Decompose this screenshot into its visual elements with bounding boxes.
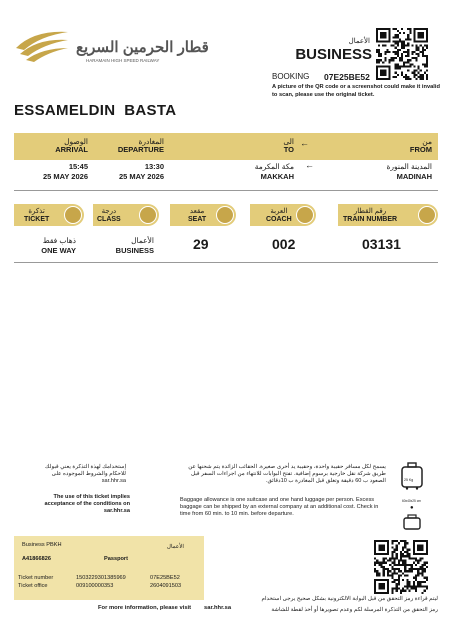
suitcase-icon: [400, 462, 424, 490]
from-city-ar: المدينة المنورة: [386, 162, 432, 171]
hand-luggage-icon: [402, 514, 422, 530]
ticket-type-ar: ذهاب فقط: [42, 236, 76, 245]
coach-ar: العربة: [270, 208, 288, 215]
to-en: TO: [283, 145, 294, 154]
ticket-ar: تذكرة: [28, 208, 45, 215]
baggage-weight: 25 Kg: [404, 478, 414, 482]
seat-ar: مقعد: [189, 208, 205, 215]
departure-date: 25 MAY 2026: [118, 172, 164, 181]
ticket-icon: [64, 206, 82, 224]
coach-en: COACH: [266, 215, 292, 223]
arrival-en: ARRIVAL: [55, 145, 88, 154]
from-header: [380, 138, 432, 154]
ticket-type-en: ONE WAY: [41, 246, 76, 255]
arrow-left-icon: ←: [305, 160, 314, 170]
seat-en: SEAT: [188, 215, 207, 223]
office-code: 2604091503: [150, 583, 182, 589]
seat-icon: [216, 206, 234, 224]
passenger-name: ESSAMELDIN BASTA: [14, 102, 177, 119]
seat-class-icon: [139, 206, 157, 224]
footer-qr-note-ar-2: رمز التحقق من التذكرة المرسلة لكم وعدم تصويرها أو أخذ لقطة للشاشة: [271, 607, 438, 613]
class-label-en: CLASS: [97, 215, 121, 223]
ticket-number: 1503229301385969: [76, 575, 126, 581]
booking-code: 07E25BE52: [324, 72, 370, 82]
from-city: [350, 162, 432, 182]
departure-time: 13:30: [144, 162, 164, 171]
receipt-title: Business PBKH: [22, 542, 62, 548]
qr-code-bottom: [374, 540, 428, 594]
receipt-doc-no: A41866826: [22, 556, 51, 562]
footer-info: For more information, please visit: [98, 605, 192, 611]
ticket-tag: [14, 204, 84, 226]
arrival-time: 15:45: [68, 162, 88, 171]
receipt-booking: 07E25BE52: [150, 575, 180, 581]
class-value-en: BUSINESS: [115, 246, 154, 255]
ticket-office-label: Ticket office: [18, 583, 48, 589]
departure-en: DEPARTURE: [117, 145, 164, 154]
departure-value: [100, 162, 164, 182]
terms-url-en: sar.hhr.sa: [103, 508, 130, 514]
class-value-ar: الأعمال: [131, 236, 154, 245]
departure-header: [104, 138, 164, 154]
seat-tag: [170, 204, 236, 226]
arrival-date: 25 MAY 2026: [42, 172, 88, 181]
ticket-number-label: Ticket number: [18, 575, 54, 581]
train-icon: [418, 206, 436, 224]
baggage-size: 60x40x25 cm: [402, 499, 421, 503]
footer-url[interactable]: sar.hhr.sa: [204, 605, 232, 611]
brand-name-en: HARAMAIN HIGH SPEED RAILWAY: [86, 58, 160, 63]
arrival-header: [46, 138, 88, 154]
footer-qr-note-ar-1: ليتم قراءة رمز التحقق من قبل البوابة الالكترونية بشكل صحيح يرجى استخدام: [261, 596, 438, 602]
from-en: FROM: [409, 145, 432, 154]
receipt-class-ar: الأعمال: [166, 544, 184, 550]
train-en: TRAIN NUMBER: [343, 215, 398, 223]
to-header: [240, 138, 294, 154]
baggage-en: Baggage allowance is one suitcase and one hand luggage per person. Excess baggage can be shipped by an external company at an additional cost. Check in time from 60 min. to 10 min. before departure.: [180, 497, 379, 517]
to-city-en: MAKKAH: [260, 172, 294, 181]
ticket-en: TICKET: [24, 215, 50, 223]
seat-number: 29: [193, 236, 209, 252]
class-ar: الأعمال: [348, 38, 370, 45]
dot-icon: ●: [410, 505, 414, 511]
to-ar: الى: [283, 137, 294, 146]
baggage-ar: يسمح لكل مسافر حقيبة واحدة، وحقيبة يد أخرى صغيرة. الحقائب الزائدة يتم شحنها عن طريق شركة نقل خارجية برسوم إضافية. تفتح البوابات للانتهاء من اجراءات السفر قبل الصعود ب 60 دقيقة وتغلق قبل المغادرة ب 10دقائق.: [188, 464, 386, 484]
class-tag: [93, 204, 159, 226]
ticket-office: 009100000353: [76, 583, 114, 589]
departure-ar: المغادرة: [138, 137, 164, 146]
brand-name-ar: قطار الحرمين السريع: [76, 39, 209, 56]
arrival-ar: الوصول: [64, 137, 88, 146]
train-ar: رقم القطار: [353, 208, 387, 215]
logo: [14, 24, 70, 64]
to-city: [220, 162, 294, 182]
to-city-ar: مكة المكرمة: [254, 162, 294, 171]
qr-code: [376, 28, 428, 80]
train-tag: [338, 204, 438, 226]
booking-label: BOOKING: [272, 72, 310, 81]
ticket-type: [14, 236, 76, 256]
class-en: BUSINESS: [295, 46, 372, 63]
from-city-en: MADINAH: [396, 172, 432, 181]
train-number: 03131: [362, 236, 401, 252]
terms-en: The use of this ticket implies acceptance of the conditions on sar.hhr.sa: [44, 494, 130, 514]
coach-icon: [296, 206, 314, 224]
class-value: [100, 236, 154, 256]
arrival-value: [36, 162, 88, 182]
coach-number: 002: [272, 236, 296, 252]
terms-url-ar: sar.hhr.sa: [101, 478, 126, 484]
from-ar: من: [422, 137, 432, 146]
class-label-ar: درجة: [101, 208, 117, 215]
arrow-left-icon: ←: [300, 138, 309, 148]
divider: [14, 262, 438, 263]
coach-tag: [250, 204, 316, 226]
receipt-doc-type: Passport: [104, 556, 128, 562]
qr-note: A picture of the QR code or a screenshot could make it invalid to scan, please use the original ticket.: [272, 84, 440, 98]
terms-ar: إستخدامك لهذة التذكرة يعني قبولك للاحكام والشروط الموجوده على sar.hhr.sa: [45, 464, 126, 484]
divider: [14, 190, 438, 191]
